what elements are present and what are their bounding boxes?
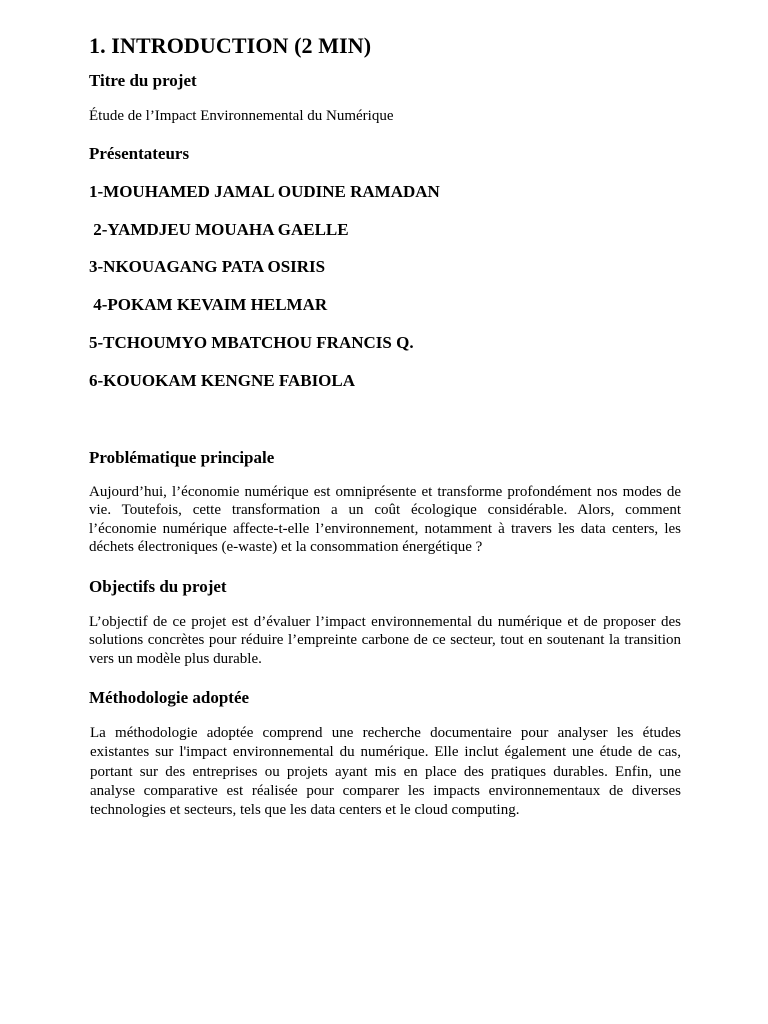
presenter-item: 1-MOUHAMED JAMAL OUDINE RAMADAN bbox=[89, 181, 440, 201]
project-title-heading: Titre du projet bbox=[89, 71, 197, 90]
section-heading: 1. INTRODUCTION (2 MIN) bbox=[89, 33, 372, 58]
methodology-paragraph: La méthodologie adoptée comprend une recherche documentaire pour analyser les études existantes sur l'impact environnemental du numérique. Elle inclut également une étude de cas, portant sur des entreprises ou projets ayant mis en place des pratiques durables. Enfin, une analyse comparative est réalisée pour comparer les impacts environnementaux de diverses technologies et secteurs, tels que les data centers et le cloud computing. bbox=[90, 725, 681, 819]
project-title-text: Étude de l’Impact Environnemental du Numérique bbox=[89, 108, 394, 124]
presenter-item: 5-TCHOUMYO MBATCHOU FRANCIS Q. bbox=[89, 332, 414, 352]
presenter-item: 4-POKAM KEVAIM HELMAR bbox=[89, 294, 328, 314]
problem-heading: Problématique principale bbox=[89, 447, 275, 467]
presenters-list bbox=[89, 181, 681, 392]
presenter-item: 2-YAMDJEU MOUAHA GAELLE bbox=[89, 219, 349, 239]
objectives-heading: Objectifs du projet bbox=[89, 576, 227, 596]
problem-paragraph: Aujourd’hui, l’économie numérique est omniprésente et transforme profondément nos modes de vie. Toutefois, cette transformation a un coût écologique considérable. Alors, comment l’économie numérique affecte-t-elle l’environnement, notamment à travers les data centers, les déchets électroniques (e-waste) et la consommation énergétique ? bbox=[89, 483, 681, 555]
presenter-item: 6-KOUOKAM KENGNE FABIOLA bbox=[89, 370, 356, 390]
methodology-heading: Méthodologie adoptée bbox=[89, 688, 250, 707]
presenters-heading: Présentateurs bbox=[89, 143, 190, 163]
document-body bbox=[89, 31, 681, 820]
presenter-item: 3-NKOUAGANG PATA OSIRIS bbox=[89, 256, 326, 276]
objectives-paragraph: L’objectif de ce projet est d’évaluer l’impact environnemental du numérique et de proposer des solutions concrètes pour réduire l’empreinte carbone de ce secteur, tout en soutenant la transition vers un modèle plus durable. bbox=[89, 613, 681, 667]
